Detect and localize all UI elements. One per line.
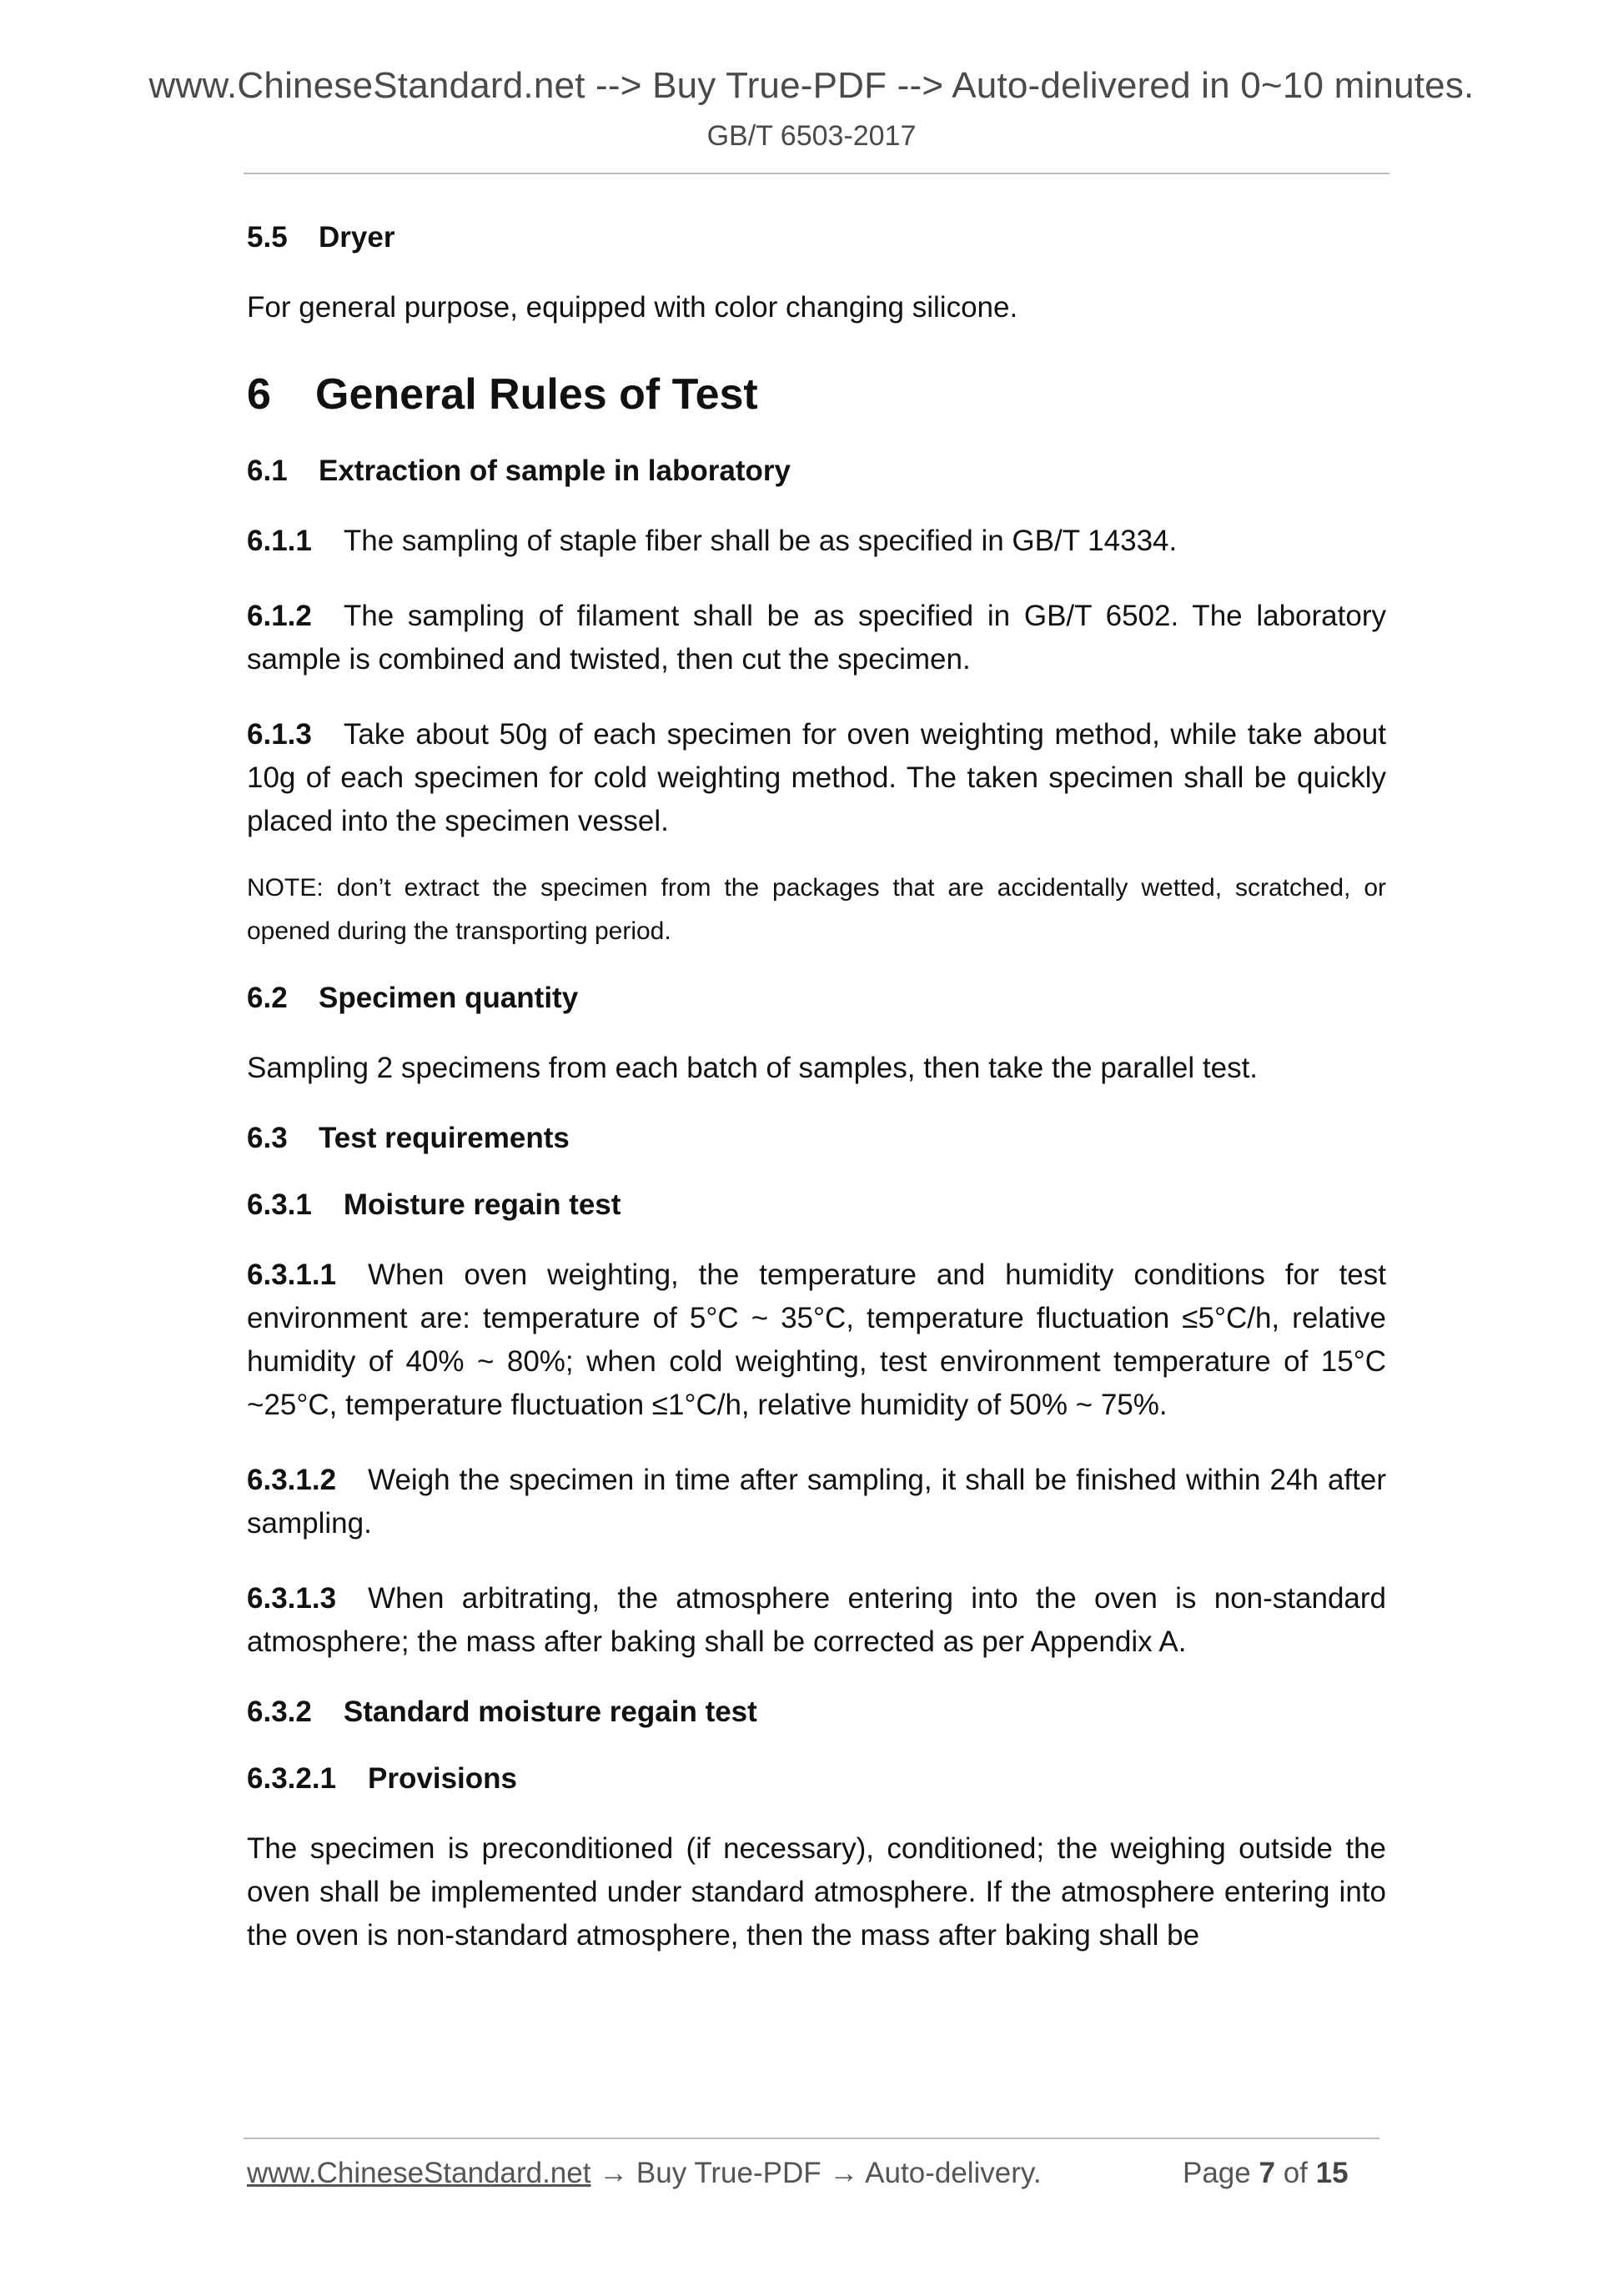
header-banner[interactable]: www.ChineseStandard.net --> Buy True-PDF --> Auto-delivered in 0~10 minutes. [148, 65, 1475, 106]
subsection-number: 6.3.1 [247, 1188, 312, 1221]
section-number: 6.2 [247, 982, 288, 1014]
note: NOTE: don’t extract the specimen from the packages that are accidentally wetted, scratched, or opened during the transporting period. [247, 874, 1386, 945]
chapter-number: 6 [247, 370, 271, 419]
chapter-heading-6 [247, 369, 1386, 420]
subsection-heading-6-3-2-1 [247, 1762, 1386, 1796]
standard-code: GB/T 6503-2017 [706, 120, 917, 152]
section-title: Specimen quantity [319, 982, 579, 1014]
section-heading-6-1 [247, 455, 1386, 488]
clause-number: 6.3.1.1 [247, 1259, 337, 1291]
section-title: Test requirements [319, 1122, 570, 1154]
paragraph: The specimen is preconditioned (if necessary), conditioned; the weighing outside the oven shall be implemented under standard atmosphere. If the atmosphere entering into the oven is non-standard atmosphere, then the mass after baking shall be [247, 1832, 1386, 1952]
footer-links [247, 2157, 1042, 2190]
clause-6-3-1-1 [247, 1254, 1386, 1427]
clause-text: The sampling of filament shall be as specified in GB/T 6502. The laboratory sample is combined and twisted, then cut the specimen. [247, 600, 1386, 676]
section-heading-6-3 [247, 1122, 1386, 1155]
clause-number: 6.3.1.3 [247, 1582, 337, 1615]
page-content [247, 221, 1386, 1957]
clause-number: 6.1.1 [247, 525, 312, 557]
page-indicator [1183, 2157, 1349, 2190]
clause-6-1-1 [247, 520, 1386, 563]
subsection-heading-6-3-1 [247, 1188, 1386, 1222]
section-title: Dryer [319, 221, 395, 254]
subsection-number: 6.3.2.1 [247, 1762, 337, 1795]
clause-6-3-1-2 [247, 1459, 1386, 1545]
section-number: 6.3 [247, 1122, 288, 1154]
subsection-title: Standard moisture regain test [343, 1696, 757, 1728]
page-total: 15 [1315, 2157, 1349, 2189]
clause-text: When oven weighting, the temperature and humidity conditions for test environment are: temperature of 5°C ~ 35°C, temperature fluctuation ≤5°C/h, relative humidity of 40% ~ 80%; when cold weighting, test environment temperature of 15°C ~25°C, temperature fluctuation ≤1°C/h, relative humidity of 50% ~ 75%. [247, 1259, 1386, 1421]
section-number: 5.5 [247, 221, 288, 254]
clause-text: When arbitrating, the atmosphere entering into the oven is non-standard atmosphere; the mass after baking shall be corrected as per Appendix A. [247, 1582, 1386, 1658]
section-heading-5-5 [247, 221, 1386, 254]
chapter-title: General Rules of Test [315, 370, 758, 419]
footer-tail: → Buy True-PDF → Auto-delivery. [590, 2157, 1042, 2189]
header-divider [244, 173, 1389, 174]
paragraph: For general purpose, equipped with color changing silicone. [247, 291, 1018, 324]
clause-6-1-3 [247, 713, 1386, 843]
subsection-title: Moisture regain test [343, 1188, 621, 1221]
section-heading-6-2 [247, 982, 1386, 1015]
clause-6-3-1-3 [247, 1577, 1386, 1664]
clause-number: 6.3.1.2 [247, 1464, 337, 1496]
subsection-number: 6.3.2 [247, 1696, 312, 1728]
clause-text: The sampling of staple fiber shall be as specified in GB/T 14334. [343, 525, 1178, 557]
page-label: Page [1183, 2157, 1251, 2189]
subsection-heading-6-3-2 [247, 1696, 1386, 1729]
clause-number: 6.1.2 [247, 600, 312, 632]
clause-text: Take about 50g of each specimen for oven weighting method, while take about 10g of each specimen for cold weighting method. The taken specimen shall be quickly placed into the specimen vessel. [247, 718, 1386, 837]
footer-site-link[interactable]: www.ChineseStandard.net [247, 2157, 591, 2189]
section-title: Extraction of sample in laboratory [319, 455, 791, 487]
paragraph: Sampling 2 specimens from each batch of samples, then take the parallel test. [247, 1052, 1259, 1084]
page-current: 7 [1259, 2157, 1275, 2189]
section-number: 6.1 [247, 455, 288, 487]
clause-6-1-2 [247, 595, 1386, 681]
page-of: of [1283, 2157, 1308, 2189]
clause-number: 6.1.3 [247, 718, 312, 751]
subsection-title: Provisions [368, 1762, 517, 1795]
footer-divider [244, 2138, 1379, 2139]
clause-text: Weigh the specimen in time after sampling, it shall be finished within 24h after sampling. [247, 1464, 1386, 1540]
